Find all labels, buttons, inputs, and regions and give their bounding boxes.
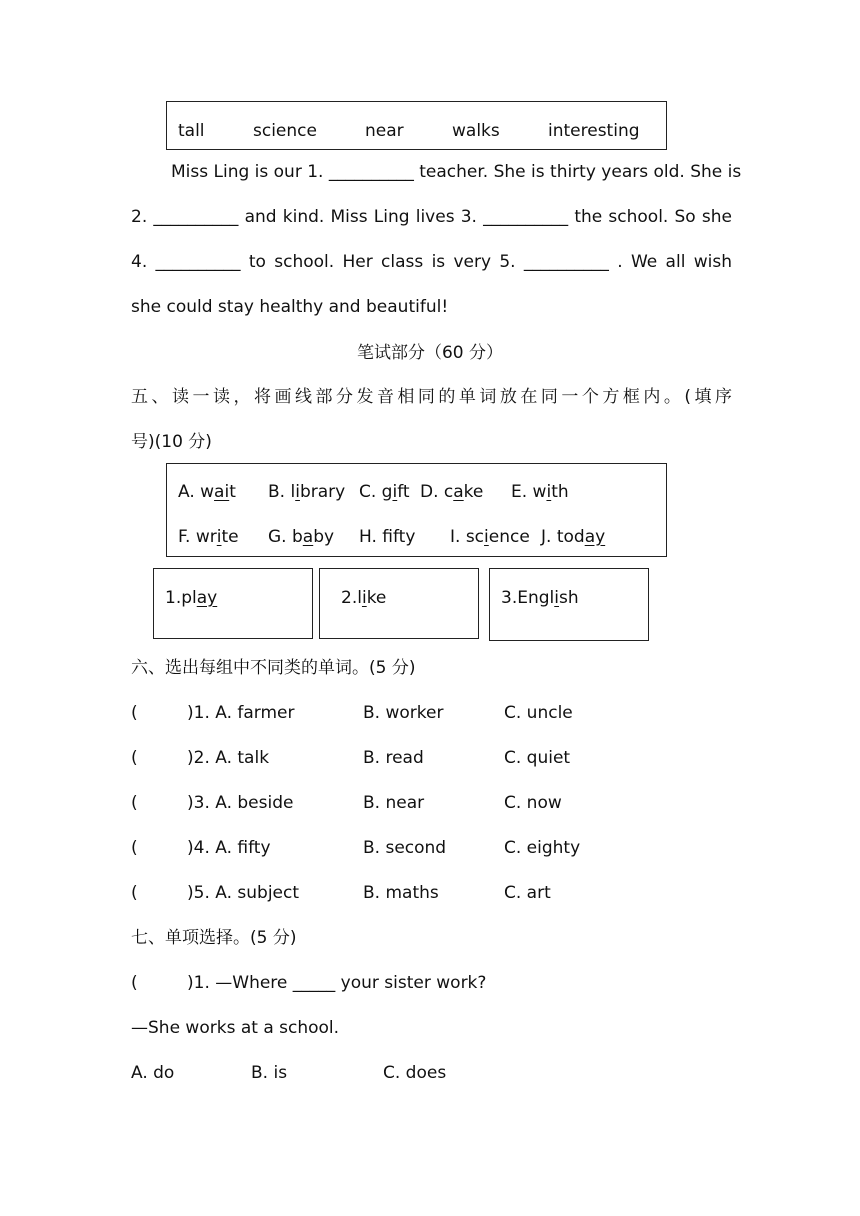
section5-title-line2: 号)(10 分) <box>131 432 212 452</box>
option-item: C. gift <box>359 482 410 502</box>
section7-title: 七、单项选择。(5 分) <box>131 928 297 948</box>
option-item: D. cake <box>420 482 484 502</box>
option-item: G. baby <box>268 527 335 547</box>
section5-title-line1: 五、读一读，将画线部分发音相同的单词放在同一个方框内。(填序 <box>131 387 732 407</box>
word-bank-item: science <box>253 121 317 141</box>
option-item: B. library <box>268 482 346 502</box>
section7-answer-line: —She works at a school. <box>131 1018 340 1038</box>
word-bank-item: interesting <box>548 121 640 141</box>
answer-box-label: 2.like <box>341 588 387 608</box>
section7-paren: ( <box>131 973 138 993</box>
option-item: A. wait <box>178 482 236 502</box>
word-bank-item: tall <box>178 121 205 141</box>
word-bank-item: near <box>365 121 404 141</box>
choice-a: A. do <box>131 1063 175 1083</box>
section6-title: 六、选出每组中不同类的单词。(5 分) <box>131 658 416 678</box>
option-item: E. with <box>511 482 569 502</box>
choice-b: B. is <box>251 1063 288 1083</box>
passage-line-3: 4. __________ to school. Her class is very 5. __________ . We all wish <box>131 252 732 272</box>
passage-line-4: she could stay healthy and beautiful! <box>131 297 449 317</box>
option-item: H. ffty <box>359 527 416 547</box>
option-item: I. science <box>450 527 530 547</box>
written-part-title: 笔试部分（60 分） <box>356 343 504 363</box>
word-bank-item: walks <box>452 121 500 141</box>
choice-c: C. does <box>383 1063 447 1083</box>
answer-box-label: 3.English <box>501 588 579 608</box>
passage-line-2: 2. __________ and kind. Miss Ling lives 3. __________ the school. So she <box>131 207 732 227</box>
answer-box-label: 1.play <box>165 588 218 608</box>
option-item: F. write <box>178 527 239 547</box>
passage-line-1: Miss Ling is our 1. __________ teacher. She is thirty years old. She is <box>171 162 742 182</box>
option-item: J. today <box>541 527 606 547</box>
section7-question: )1. —Where _____ your sister work? <box>187 973 487 993</box>
